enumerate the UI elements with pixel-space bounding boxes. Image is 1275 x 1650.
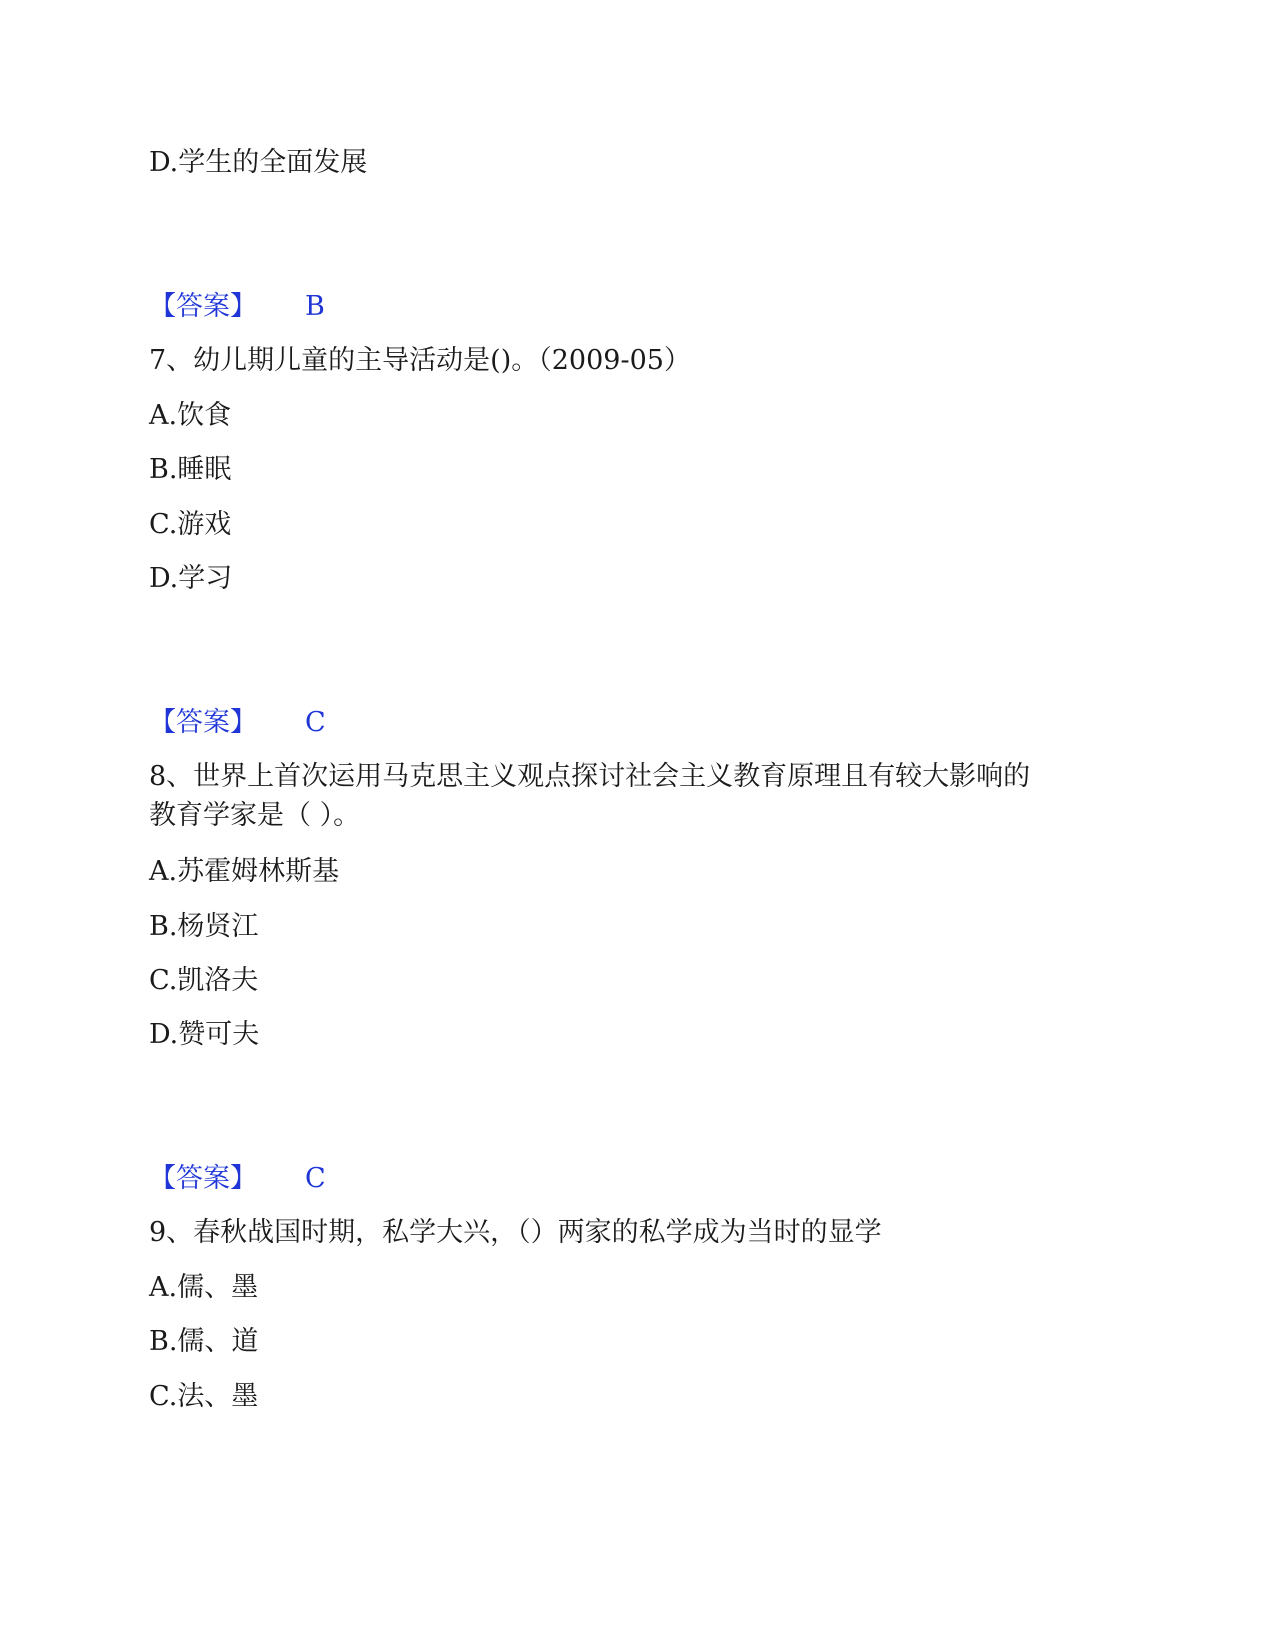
answer-value: C xyxy=(305,1163,326,1194)
q9-option-a: A.儒、墨 xyxy=(149,1272,259,1303)
answer-label: 【答案】 xyxy=(149,291,257,322)
q8-stem-line1: 8、世界上首次运用马克思主义观点探讨社会主义教育原理且有较大影响的 xyxy=(149,761,1031,792)
q8-option-c: C.凯洛夫 xyxy=(149,965,259,996)
answer-label: 【答案】 xyxy=(149,1163,257,1194)
q8-option-a: A.苏霍姆林斯基 xyxy=(149,856,340,887)
answer-6 xyxy=(149,290,325,324)
q9-option-c: C.法、墨 xyxy=(149,1381,259,1412)
answer-7 xyxy=(149,706,326,740)
q6-option-d: D.学生的全面发展 xyxy=(149,147,368,178)
q9-option-b: B.儒、道 xyxy=(149,1326,259,1357)
answer-8 xyxy=(149,1162,326,1196)
answer-value: C xyxy=(305,707,326,738)
q7-option-d: D.学习 xyxy=(149,563,233,594)
answer-label: 【答案】 xyxy=(149,707,257,738)
q8-option-b: B.杨贤江 xyxy=(149,911,259,942)
q8-stem-line2: 教育学家是（ ）。 xyxy=(149,800,361,831)
q7-option-c: C.游戏 xyxy=(149,509,232,540)
q8-option-d: D.赞可夫 xyxy=(149,1019,260,1050)
q9-stem: 9、春秋战国时期，私学大兴，（）两家的私学成为当时的显学 xyxy=(149,1217,882,1248)
q7-stem: 7、幼儿期儿童的主导活动是()。（2009-05） xyxy=(149,345,691,376)
q7-option-a: A.饮食 xyxy=(149,400,232,431)
answer-value: B xyxy=(305,291,325,322)
q7-option-b: B.睡眠 xyxy=(149,454,232,485)
